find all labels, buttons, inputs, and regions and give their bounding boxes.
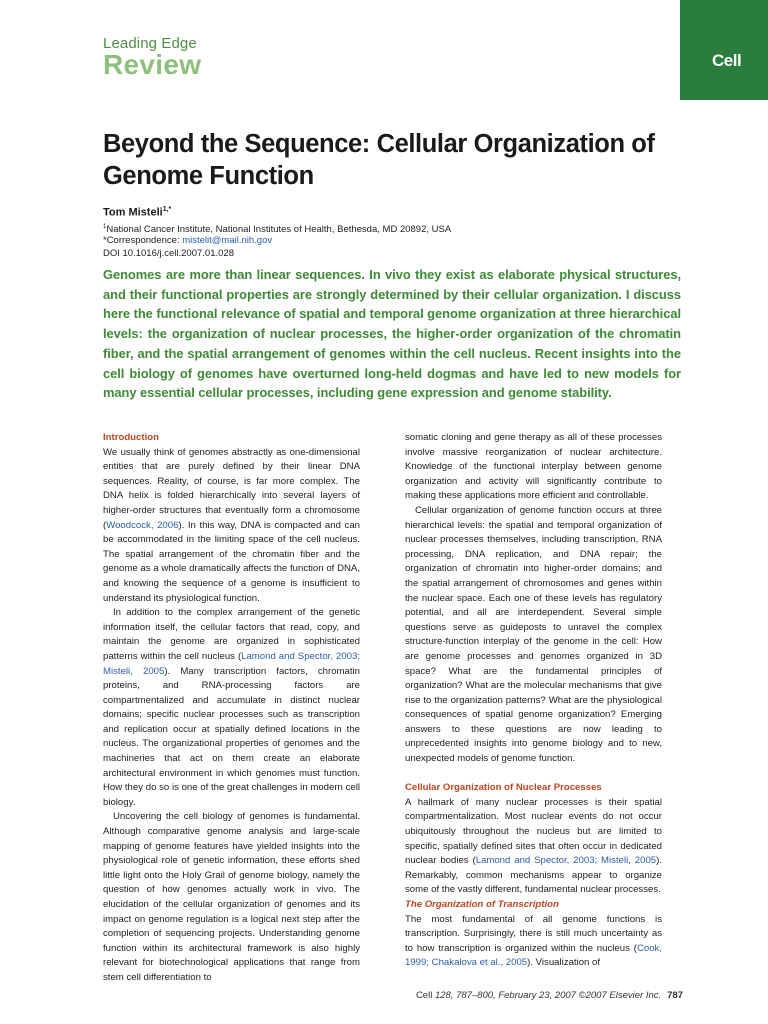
- article-title: Beyond the Sequence: Cellular Organization of Genome Function: [103, 130, 655, 190]
- section-label: Leading Edge: [103, 35, 197, 52]
- paragraph-text: In addition to the complex arrangement of the genetic information itself, the cellular factors that read, copy, and maintain the genome are organized in sophisticated patterns within the cell nucleus (: [103, 607, 360, 662]
- journal-tab: [680, 0, 768, 100]
- subsection-heading-transcription: The Organization of Transcription: [405, 899, 559, 910]
- paragraph-text: ). In this way, DNA is compacted and can be accommodated in the limiting space of the cell nucleus. The spatial arrangement of the chromatin fiber and the genome as a whole dramatically affects the function of DNA, and knowing the sequence of a genome is insufficient to understand its physiological function.: [103, 519, 360, 604]
- doi: DOI 10.1016/j.cell.2007.01.028: [103, 248, 234, 259]
- abstract: Genomes are more than linear sequences. In vivo they exist as elaborate physical structures, and their functional properties are strongly determined by their cellular organization. I discuss here the functional relevance of spatial and temporal genome organization at three hierarchical levels: the organization of nuclear processes, the higher-order organization of the chromatin fiber, and the spatial arrangement of genomes within the cell nucleus. Recent insights into the cell biology of genomes have overturned long-held dogmas and have led to new models for many essential cellular processes, including gene expression and genome stability.: [103, 267, 681, 401]
- right-column: [405, 431, 662, 971]
- affiliation-text: National Cancer Institute, National Institutes of Health, Bethesda, MD 20892, USA: [106, 224, 452, 236]
- correspondence-label: *Correspondence:: [103, 235, 183, 246]
- section-heading-introduction: Introduction: [103, 432, 159, 443]
- correspondence: [103, 234, 663, 247]
- citation-link[interactable]: Woodcock, 2006: [106, 519, 179, 531]
- page-number: 787: [667, 990, 683, 1001]
- citation-link[interactable]: Lamond and Spector, 2003; Misteli, 2005: [475, 855, 657, 867]
- author-name-text: Tom Misteli: [103, 206, 163, 219]
- paragraph-text: We usually think of genomes abstractly as one-dimensional entities that are purely defined by their linear DNA sequences. Reality, of course, is far more complex. The DNA helix is folded hierarchically into several layers of higher-order structures that eventually form a chromosome (: [103, 446, 360, 531]
- paragraph: [405, 796, 662, 898]
- paragraph: Uncovering the cell biology of genomes is fundamental. Although comparative genome analysis and large-scale mapping of genome features have yielded insights into the physiological role of genetic information, these efforts shed little light onto the Holy Grail of genome biology, namely the question of how genomes actually work in vivo. The elucidation of the cellular organization of genomes and its impact on genome regulation is a logical next step after the completion of sequencing projects. Understanding genome function within its architectural framework is also highly relevant for biotechnological applications that range from stem cell differentiation to: [103, 811, 360, 983]
- correspondence-email-link[interactable]: mistelit@mail.nih.gov: [182, 235, 273, 246]
- paragraph: [103, 446, 360, 607]
- paragraph-text: The most fundamental of all genome functions is transcription. Surprisingly, there is still much uncertainty as to how transcription is organized within the nucleus (: [405, 913, 662, 954]
- paragraph-text: ). Visualization of: [527, 957, 601, 969]
- paragraph: [405, 913, 662, 971]
- paragraph-text: ). Many transcription factors, chromatin proteins, and RNA-processing factors are compartmentalized and accumulate in distinct nuclear domains; specific nuclear processes such as transcription and replication occur at spatially defined locations in the nucleus. The organizational properties of genomes and the machineries that act on them create an elaborate architectural environment in which genomes must function. How they do so is one of the great challenges in modern cell biology.: [103, 665, 360, 808]
- author-name: [103, 206, 171, 219]
- affiliation-mark: 1: [103, 224, 107, 230]
- paragraph: [103, 606, 360, 810]
- section-spacer: [405, 767, 662, 782]
- paragraph: Cellular organization of genome function occurs at three hierarchical levels: the spatial and temporal organization of nuclear processes themselves, including transcription, RNA processing, DNA replication, and DNA repair; the organization of chromatin into higher-order domains; and the spatial arrangement of chromosomes and genes within the nuclear space. Each one of these levels has regulatory potential, and all are interdependent. Several simple questions serve as guideposts to unravel the complex structure-function interplay of the genome in the cell: How are genome processes and genomes organized in 3D space? What are the fundamental principles of organization? What are the molecular mechanisms that give rise to the organization patterns? What are the physiological consequences of spatial genome organization? Emerging answers to these questions are now leading to unprecedented insights into genome biology and to new, unexpected models of genome function.: [405, 504, 662, 765]
- citation-link[interactable]: Lamond and Spector, 2003; Misteli, 2005: [103, 650, 360, 677]
- page-footer: [395, 990, 683, 1001]
- footer-journal: Cell: [415, 990, 433, 1001]
- section-type: Review: [103, 49, 202, 80]
- paragraph-text: ). Remarkably, common mechanisms appear to organize some of the vastly different, fundamental nuclear processes.: [405, 855, 663, 896]
- paragraph-text: A hallmark of many nuclear processes is their spatial compartmentalization. Most nuclear events do not occur ubiquitously throughout the nucleus but are limited to specific, spatially defined sites that often occur in dedicated nuclear bodies (: [405, 796, 662, 867]
- journal-logo: Cell: [712, 51, 742, 70]
- left-column: [103, 431, 360, 986]
- section-heading-nuclear-processes: Cellular Organization of Nuclear Processes: [405, 782, 602, 794]
- citation-link[interactable]: Cook, 1999; Chakalova et al., 2005: [405, 942, 662, 969]
- paragraph: somatic cloning and gene therapy as all of these processes involve massive reorganization of nuclear architecture. Knowledge of the functional interplay between genome organization and activity will significantly contribute to making these applications more efficient and controllable.: [405, 432, 662, 502]
- author-marks: 1,*: [162, 206, 172, 213]
- footer-citation: 128, 787–800, February 23, 2007 ©2007 Elsevier Inc.: [432, 990, 662, 1001]
